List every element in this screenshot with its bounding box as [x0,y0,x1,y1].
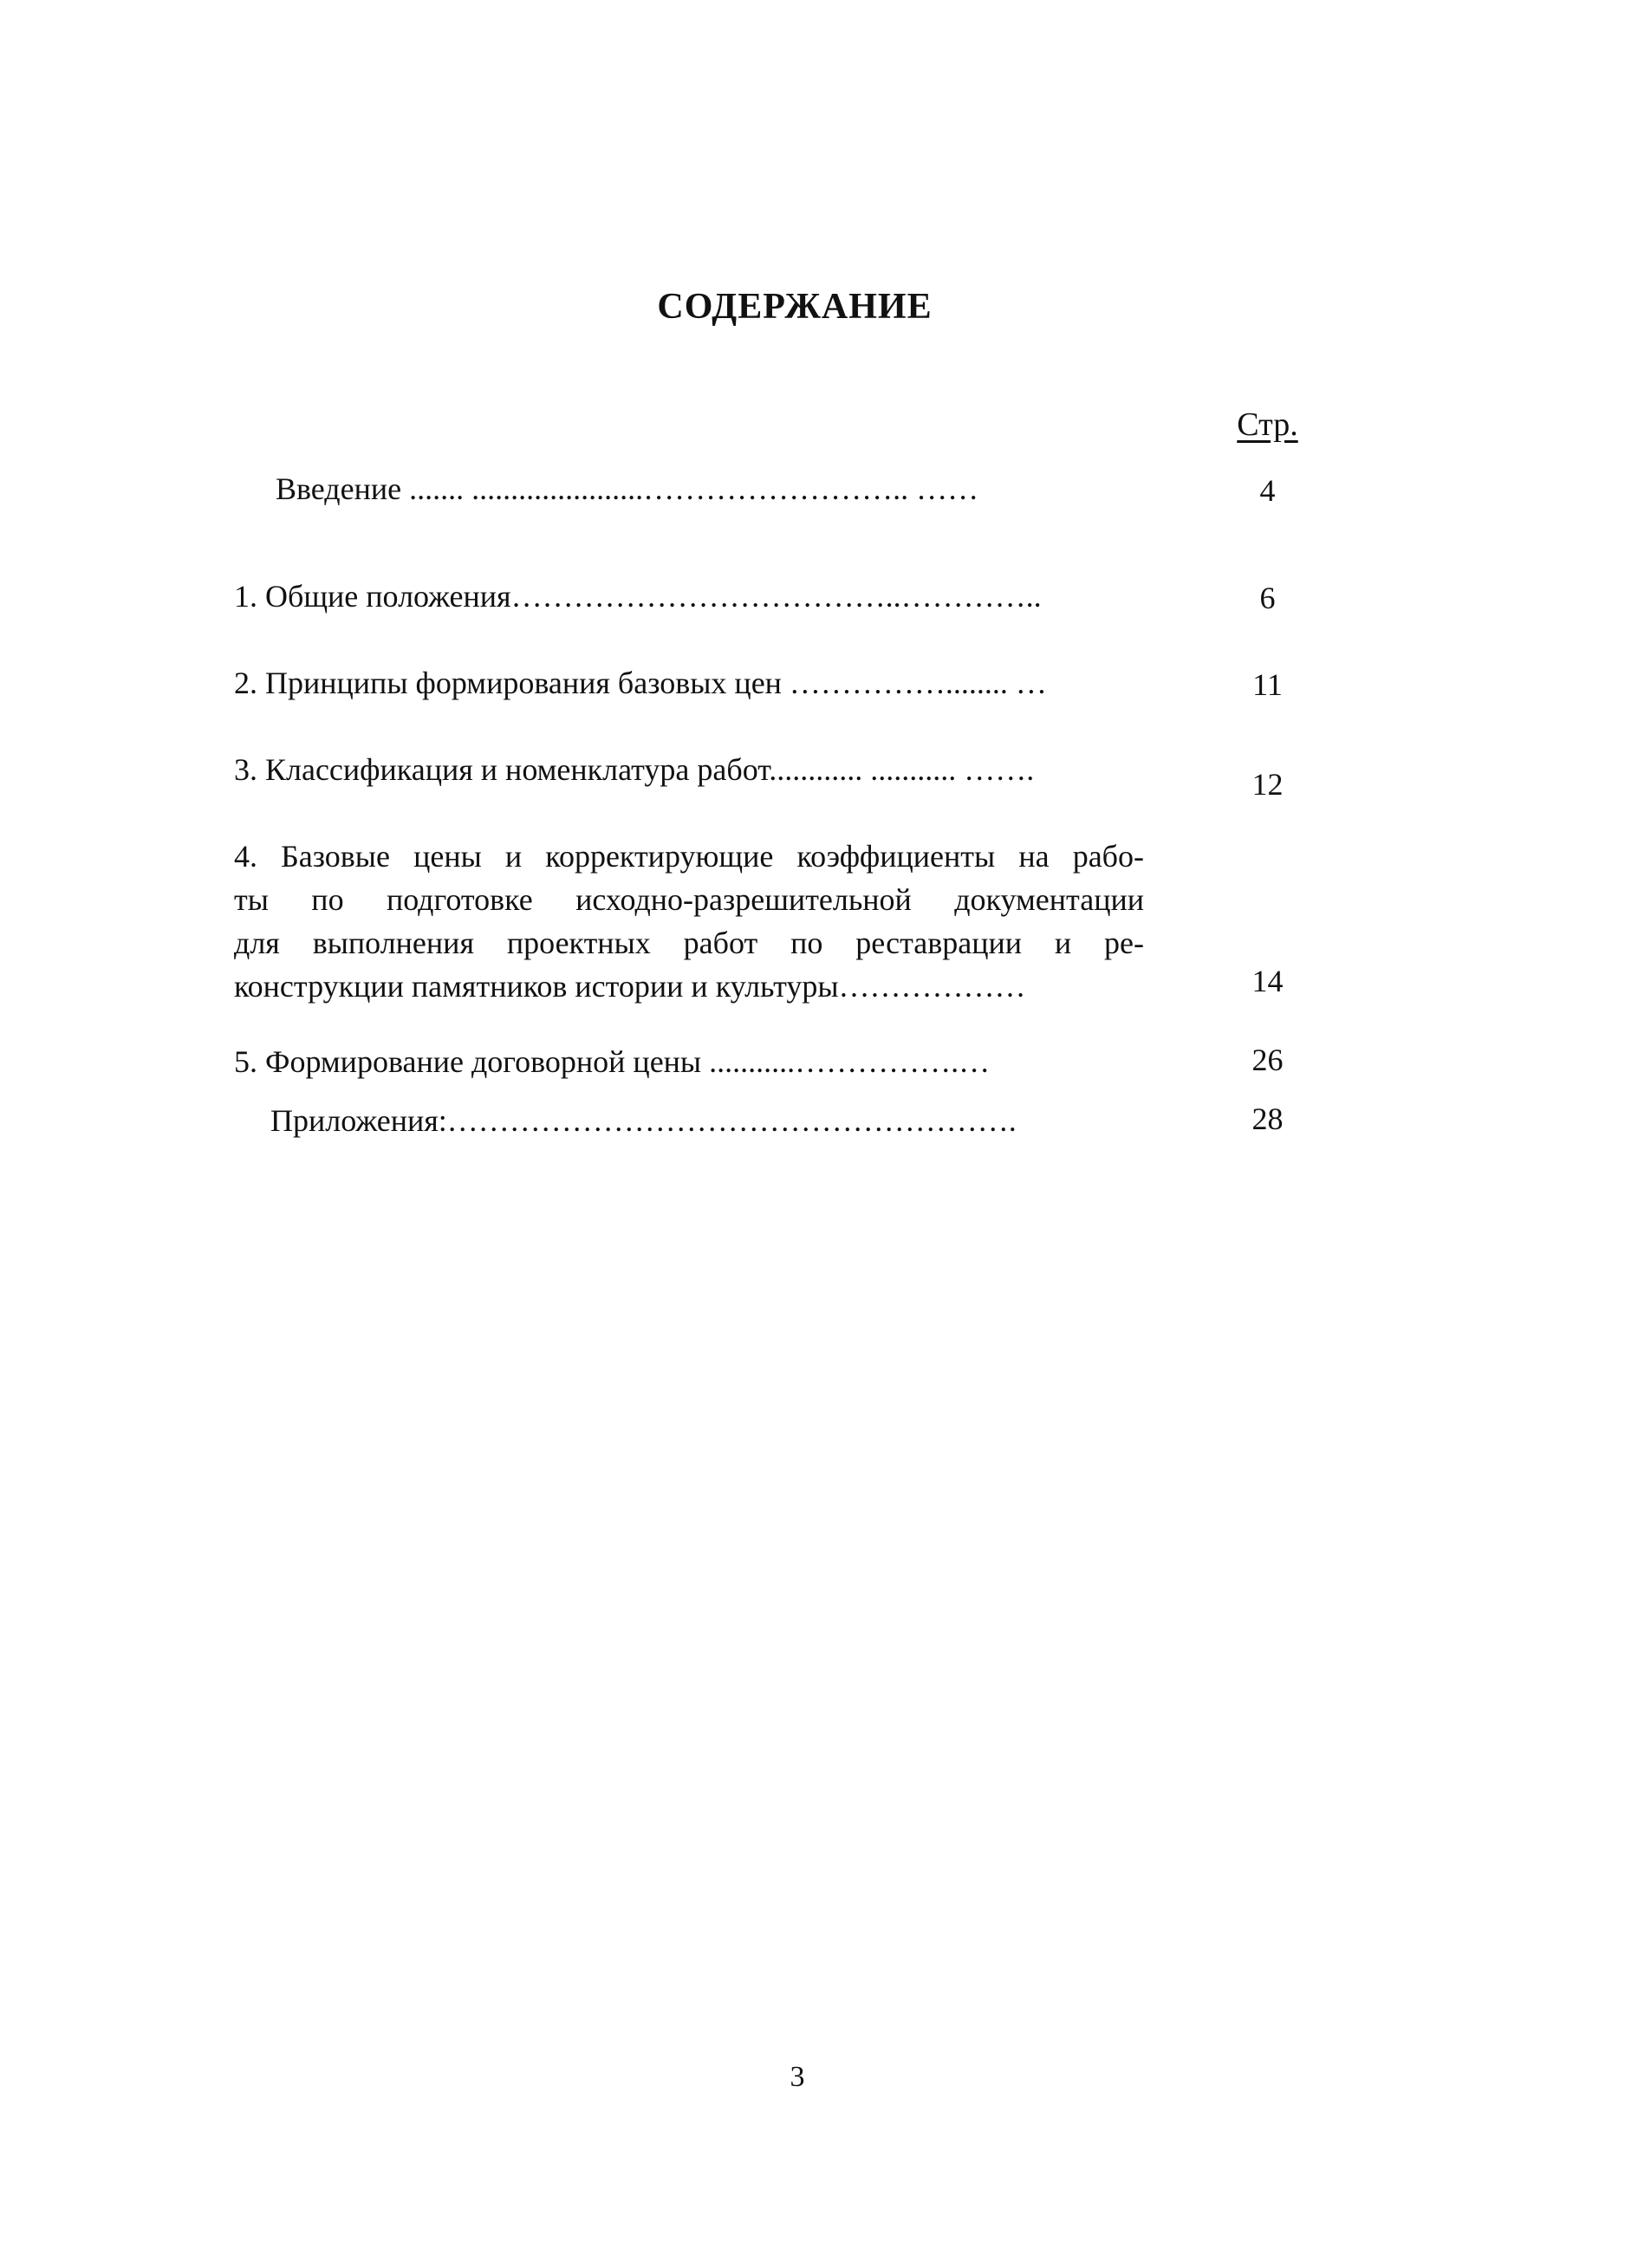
toc-entry-section-1: 1. Общие положения………………………………..………….. [234,579,1042,614]
toc-entry-section-5: 5. Формирование договорной цены ...........…………….… [234,1044,991,1079]
toc-entry-section-4-line-4: конструкции памятников истории и культуры……………… [234,969,1026,1004]
toc-entry-section-4-line-2: ты по подготовке исходно-разрешительной документации [234,882,1144,917]
page-number: 3 [790,2061,805,2093]
toc-entry-section-4-line-3: для выполнения проектных работ по реставрации и ре- [234,926,1144,960]
toc-entry-section-2: 2. Принципы формирования базовых цен ……………........ … [234,666,1047,700]
page-column-header: Стр. [1237,406,1298,443]
toc-page-section-4: 14 [1251,964,1284,998]
toc-page-introduction: 4 [1259,473,1276,508]
toc-entry-introduction: Введение ....... ......................…………………….. …… [276,471,979,506]
toc-entry-appendices: Приложения:………………………………………………. [270,1103,1017,1138]
toc-entry-section-3: 3. Классификация и номенклатура работ............ ........... ……. [234,752,1035,787]
toc-page-appendices: 28 [1251,1102,1284,1136]
toc-entry-section-4-line-1: 4. Базовые цены и корректирующие коэффициенты на рабо- [234,839,1144,874]
toc-page-section-2: 11 [1252,667,1283,702]
toc-entry-section-4 [234,835,1144,1008]
toc-page-section-1: 6 [1259,581,1276,615]
page-title: СОДЕРЖАНИЕ [657,287,933,327]
toc-page-section-3: 12 [1251,767,1284,802]
toc-page-section-5: 26 [1251,1043,1284,1077]
